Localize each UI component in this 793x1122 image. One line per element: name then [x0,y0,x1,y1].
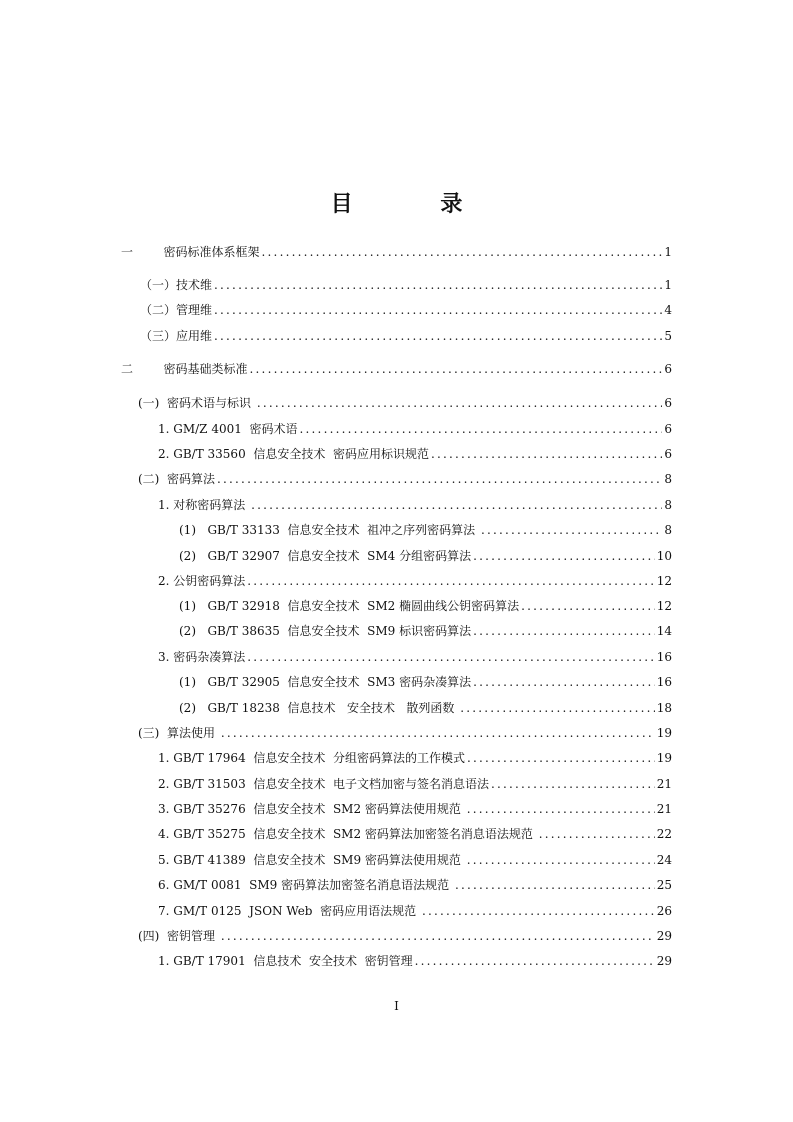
dot-leader [491,774,655,794]
dot-leader [481,520,662,540]
dot-leader [521,596,655,616]
toc-entry-label: 二 密码基础类标准 [121,362,248,376]
toc-entry-page: 6 [664,362,672,376]
toc-entry-label: 1. 对称密码算法 [158,498,250,512]
dot-leader [214,275,662,295]
toc-entry[interactable] [138,926,672,946]
toc-entry-label: (1) GB/T 33133 信息安全技术 祖冲之序列密码算法 [179,523,479,537]
toc-entry-label: (三) 算法使用 [138,726,219,740]
toc-entry[interactable] [158,824,672,844]
toc-entry-page: 8 [664,472,672,486]
toc-entry-page: 29 [656,929,672,943]
toc-entry-page: 6 [664,396,672,410]
toc-entry-page: 29 [656,954,672,968]
toc-entry-page: 25 [656,878,672,892]
dot-leader [460,698,655,718]
toc-entry-page: 22 [656,827,672,841]
toc-entry-label: （三）应用维 [140,329,213,343]
dot-leader [247,571,654,591]
toc-entry[interactable] [158,774,672,794]
toc-entry-page: 1 [664,278,672,292]
dot-leader [251,495,662,515]
toc-entry-label: (二) 密码算法 [138,472,215,486]
toc-entry-label: 3. GB/T 35276 信息安全技术 SM2 密码算法使用规范 [158,802,465,816]
toc-entry-label: (1) GB/T 32918 信息安全技术 SM2 椭圆曲线公钥密码算法 [179,599,520,613]
dot-leader [467,748,655,768]
dot-leader [221,926,655,946]
page-number: I [394,999,399,1013]
toc-entry[interactable] [179,672,672,692]
dot-leader [247,647,654,667]
toc-entry[interactable] [158,799,672,819]
dot-leader [214,326,662,346]
toc-entry[interactable] [138,393,672,413]
toc-entry[interactable] [121,359,672,379]
toc-entry-page: 8 [664,498,672,512]
dot-leader [217,469,662,489]
toc-entry[interactable] [158,419,672,439]
toc-entry-page: 16 [656,650,672,664]
toc-entry[interactable] [179,520,672,540]
toc-entry-label: 2. GB/T 33560 信息安全技术 密码应用标识规范 [158,447,429,461]
dot-leader [539,824,655,844]
toc-entry-label: 1. GB/T 17964 信息安全技术 分组密码算法的工作模式 [158,751,465,765]
dot-leader [221,723,655,743]
dot-leader [422,901,655,921]
toc-entry[interactable] [158,748,672,768]
toc-entry-page: 26 [656,904,672,918]
dot-leader [467,850,655,870]
toc-entry-page: 1 [664,245,672,259]
toc-entry-page: 5 [664,329,672,343]
toc-entry-label: （二）管理维 [140,303,213,317]
dot-leader [262,242,663,262]
toc-entry-label: (一) 密码术语与标识 [138,396,255,410]
toc-entry-label: (1) GB/T 32905 信息安全技术 SM3 密码杂凑算法 [179,675,472,689]
toc-entry-page: 21 [656,802,672,816]
toc-entry-page: 16 [656,675,672,689]
toc-entry-label: 一 密码标准体系框架 [121,245,260,259]
toc-entry-label: 7. GM/T 0125 JSON Web 密码应用语法规范 [158,904,420,918]
toc-entry[interactable] [179,621,672,641]
toc-entry[interactable] [179,546,672,566]
dot-leader [473,546,655,566]
dot-leader [467,799,655,819]
toc-entry-label: 2. 公钥密码算法 [158,574,246,588]
toc-entry-label: 6. GM/T 0081 SM9 密码算法加密签名消息语法规范 [158,878,453,892]
toc-entry[interactable] [158,951,672,971]
dot-leader [250,359,663,379]
toc-entry-label: (2) GB/T 38635 信息安全技术 SM9 标识密码算法 [179,624,472,638]
toc-entry-page: 12 [656,599,672,613]
toc-entry-label: 4. GB/T 35275 信息安全技术 SM2 密码算法加密签名消息语法规范 [158,827,537,841]
toc-entry[interactable] [158,495,672,515]
toc-entry[interactable] [158,875,672,895]
toc-entry-page: 12 [656,574,672,588]
toc-entry-page: 21 [656,777,672,791]
toc-entry-page: 24 [656,853,672,867]
toc-entry[interactable] [140,275,672,295]
toc-entry-page: 4 [664,303,672,317]
dot-leader [214,300,662,320]
toc-entry-label: （一）技术维 [140,278,213,292]
toc-entry-page: 14 [656,624,672,638]
toc-entry-page: 6 [664,447,672,461]
toc-entry[interactable] [158,444,672,464]
toc-entry[interactable] [138,469,672,489]
toc-entry-page: 19 [656,726,672,740]
toc-entry[interactable] [158,647,672,667]
toc-entry-label: (四) 密钥管理 [138,929,219,943]
toc-entry-page: 8 [664,523,672,537]
toc-entry-page: 6 [664,422,672,436]
dot-leader [473,621,655,641]
toc-entry-label: 5. GB/T 41389 信息安全技术 SM9 密码算法使用规范 [158,853,465,867]
toc-entry[interactable] [121,242,672,262]
dot-leader [257,393,663,413]
toc-entry-page: 19 [656,751,672,765]
toc-entry[interactable] [158,850,672,870]
toc-entry-page: 10 [656,549,672,563]
toc-entry[interactable] [179,698,672,718]
dot-leader [300,419,663,439]
toc-entry[interactable] [158,901,672,921]
toc-entry-label: 3. 密码杂凑算法 [158,650,246,664]
toc-entry-page: 18 [656,701,672,715]
dot-leader [415,951,655,971]
toc-entry[interactable] [138,723,672,743]
toc-entry[interactable] [140,326,672,346]
dot-leader [431,444,662,464]
toc-entry-label: 1. GB/T 17901 信息技术 安全技术 密钥管理 [158,954,413,968]
toc-entry-label: (2) GB/T 18238 信息技术 安全技术 散列函数 [179,701,459,715]
dot-leader [455,875,655,895]
toc-title: 目 录 [330,192,503,217]
toc-entry-label: (2) GB/T 32907 信息安全技术 SM4 分组密码算法 [179,549,472,563]
toc-entry[interactable] [179,596,672,616]
toc-entry[interactable] [158,571,672,591]
toc-entry[interactable] [140,300,672,320]
toc-entry-label: 1. GM/Z 4001 密码术语 [158,422,298,436]
toc-entry-label: 2. GB/T 31503 信息安全技术 电子文档加密与签名消息语法 [158,777,489,791]
dot-leader [473,672,655,692]
